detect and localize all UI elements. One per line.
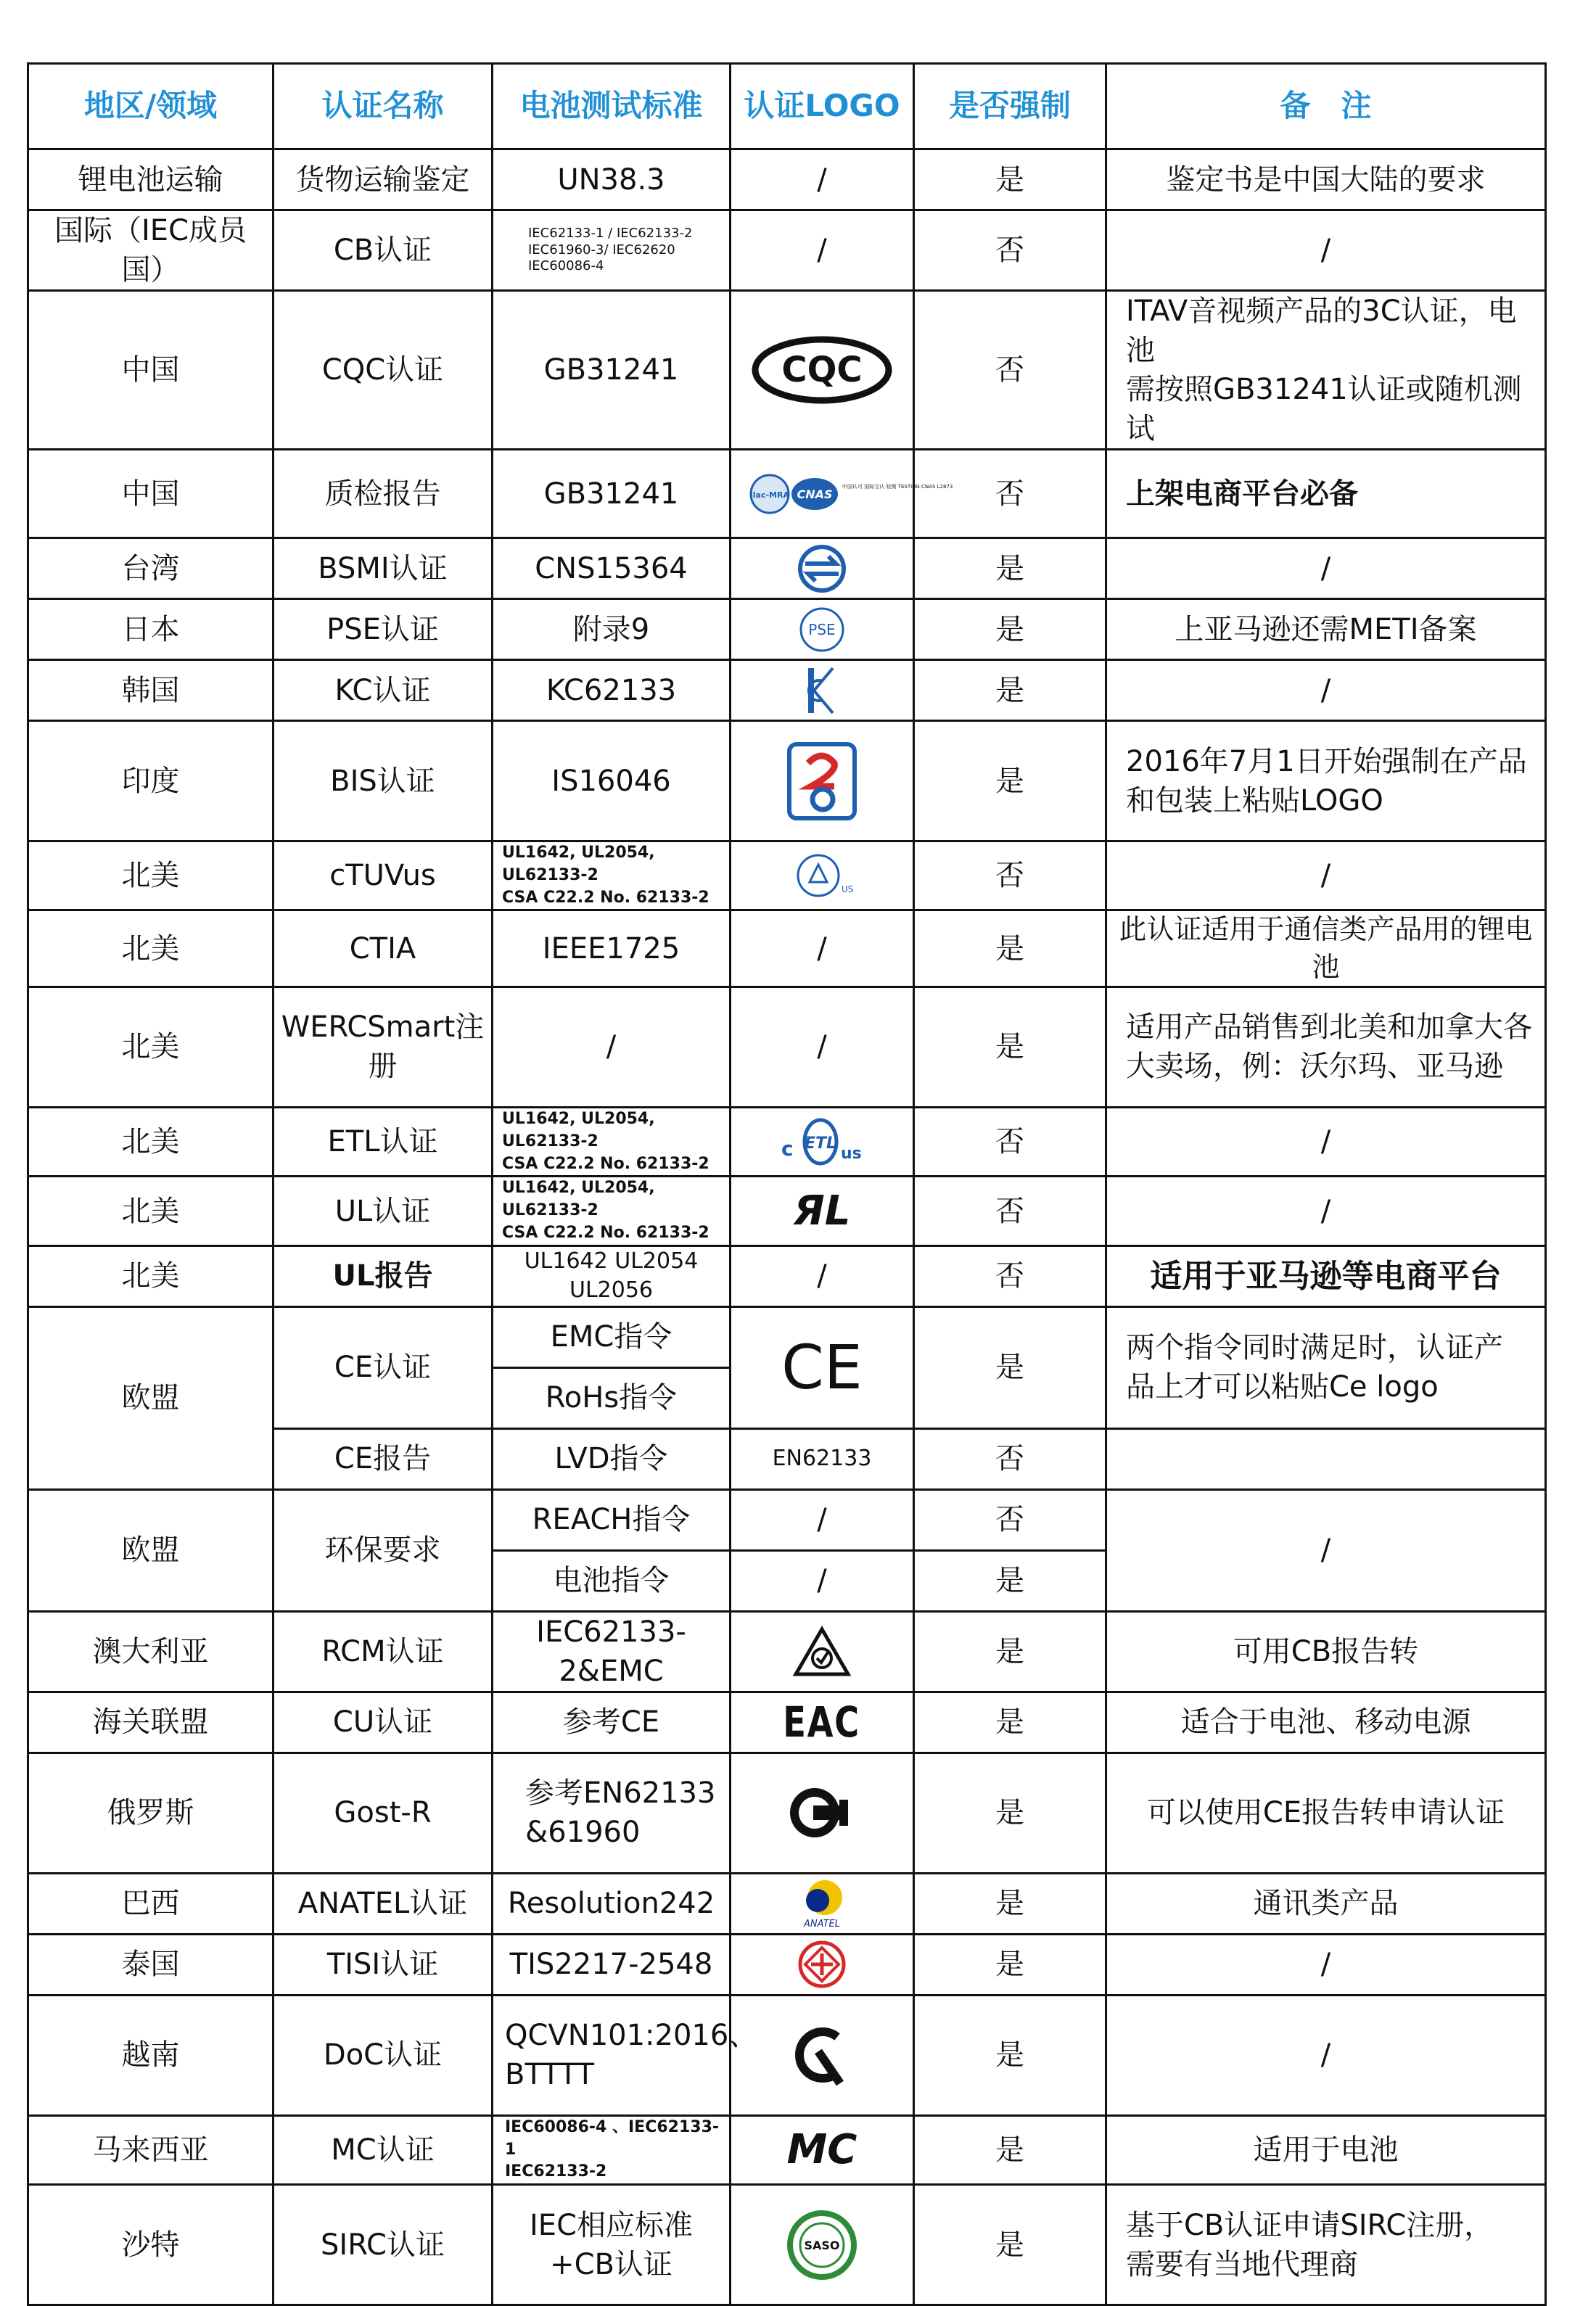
standard-cell: 参考CE	[493, 1692, 731, 1753]
ctuvus-logo-icon	[789, 850, 855, 901]
region-cell: 韩国	[28, 660, 273, 721]
note-cell: 适用于电池	[1106, 2115, 1546, 2184]
table-row	[28, 450, 1546, 538]
mandatory-cell: 是	[914, 599, 1106, 660]
region-cell: 台湾	[28, 538, 273, 599]
cert-name-cell: UL认证	[273, 1177, 493, 1245]
svg-text:SASO: SASO	[804, 2238, 840, 2252]
note-line: 需按照GB31241认证或随机测试	[1126, 373, 1522, 445]
mandatory-cell: 是	[914, 987, 1106, 1107]
cert-name-cell: CTIA	[273, 910, 493, 987]
note-cell: /	[1106, 1489, 1546, 1611]
note-line: 大卖场，例：沃尔玛、亚马逊	[1126, 1050, 1503, 1084]
note-cell	[1106, 1306, 1546, 1428]
cert-name-cell: WERCSmart注册	[273, 987, 493, 1107]
tisi-logo-icon	[797, 1939, 847, 1990]
note-line: 品上才可以粘贴Ce logo	[1126, 1370, 1439, 1404]
certification-table	[27, 62, 1547, 2306]
standard-line: IEC62133-2	[505, 2162, 607, 2181]
logo-cell	[731, 450, 953, 538]
note-cell: 适合于电池、移动电源	[1106, 1692, 1546, 1753]
standard-line: 参考EN62133	[525, 1776, 716, 1811]
note-cell: /	[1106, 1177, 1546, 1245]
standard-line: UL1642, UL2054, UL62133-2	[502, 1109, 655, 1150]
note-line: 和包装上粘贴LOGO	[1126, 783, 1383, 818]
table-row	[28, 210, 1546, 291]
cert-name-cell: MC认证	[273, 2115, 493, 2184]
table-row	[28, 599, 1546, 660]
region-cell: 沙特	[28, 2185, 273, 2305]
mandatory-cell: 否	[914, 1489, 1106, 1550]
cert-name-cell: TISI认证	[273, 1934, 493, 1995]
mandatory-cell: 是	[914, 660, 1106, 721]
region-cell: 泰国	[28, 1934, 273, 1995]
header-cert-name: 认证名称	[273, 64, 493, 149]
cert-name-cell: CQC认证	[273, 291, 493, 450]
standard-cell	[493, 2115, 731, 2184]
standard-cell: /	[493, 987, 731, 1107]
logo-cell	[731, 1107, 914, 1176]
mc-logo-icon: MC	[786, 2126, 857, 2174]
cert-name-cell: 质检报告	[273, 450, 493, 538]
standard-cell: GB31241	[493, 450, 731, 538]
region-cell: 越南	[28, 1995, 273, 2115]
note-cell: /	[1106, 538, 1546, 599]
gost-logo-icon	[786, 1784, 858, 1842]
mandatory-cell: 是	[914, 538, 1106, 599]
table-row	[28, 2185, 1546, 2305]
standard-line: CSA C22.2 No. 62133-2	[502, 1223, 709, 1242]
svg-text:us: us	[841, 1145, 862, 1164]
pse-logo-icon	[798, 606, 846, 654]
logo-cell: /	[731, 987, 914, 1107]
mandatory-cell: 是	[914, 1995, 1106, 2115]
cert-name-cell: ANATEL认证	[273, 1873, 493, 1934]
cert-name-cell: UL报告	[273, 1245, 493, 1306]
logo-cell	[731, 1753, 914, 1873]
mandatory-cell: 否	[914, 1245, 1106, 1306]
table-row	[28, 721, 1546, 841]
note-cell: 可用CB报告转	[1106, 1611, 1546, 1692]
standard-line: CSA C22.2 No. 62133-2	[502, 888, 709, 907]
mandatory-cell: 是	[914, 149, 1106, 210]
standard-cell	[493, 1753, 731, 1873]
standard-cell	[493, 210, 731, 291]
standard-cell: 电池指令	[493, 1550, 731, 1611]
cert-name-cell: CE报告	[273, 1428, 493, 1489]
svg-text:c: c	[781, 1137, 794, 1161]
cr-logo-icon	[789, 2022, 855, 2088]
mandatory-cell: 是	[914, 1550, 1106, 1611]
standard-cell: IEC62133-2&EMC	[493, 1611, 731, 1692]
ce-logo-icon: CE	[781, 1331, 863, 1403]
region-cell: 海关联盟	[28, 1692, 273, 1753]
logo-cell	[731, 1306, 914, 1428]
cert-name-cell: SIRC认证	[273, 2185, 493, 2305]
logo-cell	[731, 1177, 914, 1245]
svg-text:US: US	[842, 884, 854, 895]
standard-line: CSA C22.2 No. 62133-2	[502, 1154, 709, 1173]
region-cell: 北美	[28, 1245, 273, 1306]
region-cell: 俄罗斯	[28, 1753, 273, 1873]
svg-text:中国认可 国际互认 检测 TESTING CNAS L287: 中国认可 国际互认 检测 TESTING CNAS L2873	[842, 483, 953, 490]
table-row	[28, 1692, 1546, 1753]
svg-text:ANATEL: ANATEL	[804, 1919, 840, 1930]
standard-cell	[493, 1177, 731, 1245]
standard-cell: IS16046	[493, 721, 731, 841]
note-line: ITAV音视频产品的3C认证，电池	[1126, 295, 1517, 367]
table-row	[28, 1489, 1546, 1550]
table-row	[28, 291, 1546, 450]
svg-text:ilac-MRA: ilac-MRA	[750, 490, 789, 500]
svg-text:CNAS: CNAS	[797, 487, 833, 501]
logo-cell	[731, 660, 914, 721]
logo-cell: /	[731, 1489, 914, 1550]
note-line: 适用产品销售到北美和加拿大各	[1126, 1010, 1532, 1045]
logo-cell	[731, 538, 914, 599]
mandatory-cell: 是	[914, 1934, 1106, 1995]
note-cell	[1106, 1428, 1546, 1489]
note-cell: /	[1106, 210, 1546, 291]
table-row	[28, 1306, 1546, 1367]
region-cell: 欧盟	[28, 1306, 273, 1489]
mandatory-cell: 否	[914, 291, 1106, 450]
kc-logo-icon	[804, 665, 840, 716]
mandatory-cell: 是	[914, 2185, 1106, 2305]
region-cell: 日本	[28, 599, 273, 660]
standard-line: UL1642, UL2054, UL62133-2	[502, 844, 655, 884]
logo-cell: /	[731, 910, 914, 987]
table-row	[28, 1611, 1546, 1692]
note-cell: 鉴定书是中国大陆的要求	[1106, 149, 1546, 210]
mandatory-cell: 是	[914, 1692, 1106, 1753]
header-cert-logo: 认证LOGO	[731, 64, 914, 149]
cert-name-cell: KC认证	[273, 660, 493, 721]
cert-name-cell: ETL认证	[273, 1107, 493, 1176]
standard-line: IEC61960-3/ IEC62620	[528, 242, 675, 258]
region-cell: 欧盟	[28, 1489, 273, 1611]
cert-name-cell: BIS认证	[273, 721, 493, 841]
standard-line: QCVN101:2016、	[505, 2019, 758, 2053]
ul-logo-icon: ЯL	[793, 1187, 851, 1235]
note-cell: /	[1106, 841, 1546, 910]
cert-name-cell: PSE认证	[273, 599, 493, 660]
standard-cell: 附录9	[493, 599, 731, 660]
note-cell: 上亚马逊还需METI备案	[1106, 599, 1546, 660]
standard-cell: UN38.3	[493, 149, 731, 210]
standard-line: IEC60086-4 、IEC62133-1	[505, 2117, 720, 2159]
standard-cell: REACH指令	[493, 1489, 731, 1550]
standard-cell: KC62133	[493, 660, 731, 721]
note-line: 基于CB认证申请SIRC注册，	[1126, 2208, 1494, 2242]
note-cell: /	[1106, 1934, 1546, 1995]
note-cell	[1106, 2185, 1546, 2305]
logo-cell	[731, 1873, 914, 1934]
mandatory-cell: 是	[914, 1753, 1106, 1873]
cert-name-cell: Gost-R	[273, 1753, 493, 1873]
table-row	[28, 1873, 1546, 1934]
region-cell: 锂电池运输	[28, 149, 273, 210]
note-cell: 可以使用CE报告转申请认证	[1106, 1753, 1546, 1873]
header-notes: 备 注	[1106, 64, 1546, 149]
cert-name-cell: RCM认证	[273, 1611, 493, 1692]
table-row	[28, 1177, 1546, 1245]
header-mandatory: 是否强制	[914, 64, 1106, 149]
ilac-cnas-logo-icon	[749, 472, 953, 516]
logo-cell: /	[731, 149, 914, 210]
logo-cell	[731, 1995, 914, 2115]
logo-cell	[731, 599, 914, 660]
note-cell: /	[1106, 660, 1546, 721]
etl-logo-icon	[778, 1116, 865, 1167]
mandatory-cell: 否	[914, 450, 1106, 538]
mandatory-cell: 是	[914, 1873, 1106, 1934]
table-row	[28, 2115, 1546, 2184]
logo-cell	[731, 841, 914, 910]
logo-cell	[731, 721, 914, 841]
standard-line: BTTTT	[505, 2058, 595, 2092]
logo-cell	[731, 1611, 914, 1692]
cert-name-cell: CE认证	[273, 1306, 493, 1428]
logo-cell	[731, 2115, 914, 2184]
mandatory-cell: 是	[914, 1611, 1106, 1692]
anatel-logo-icon	[794, 1876, 850, 1931]
logo-cell: /	[731, 1245, 914, 1306]
note-cell: 此认证适用于通信类产品用的锂电池	[1106, 910, 1546, 987]
table-row	[28, 660, 1546, 721]
header-region: 地区/领域	[28, 64, 273, 149]
mandatory-cell: 否	[914, 1428, 1106, 1489]
note-line: 两个指令同时满足时，认证产	[1126, 1331, 1503, 1365]
table-row	[28, 1934, 1546, 1995]
standard-line: IEC62133-1 / IEC62133-2	[528, 226, 693, 242]
logo-cell	[731, 291, 914, 450]
region-cell: 北美	[28, 987, 273, 1107]
logo-cell: /	[731, 210, 914, 291]
standard-cell	[493, 1995, 758, 2115]
cert-name-cell: BSMI认证	[273, 538, 493, 599]
note-cell: 通讯类产品	[1106, 1873, 1546, 1934]
region-cell: 北美	[28, 841, 273, 910]
region-cell: 北美	[28, 1177, 273, 1245]
table-row	[28, 538, 1546, 599]
note-line: 2016年7月1日开始强制在产品	[1126, 744, 1527, 778]
cert-name-cell: cTUVus	[273, 841, 493, 910]
note-cell: 适用于亚马逊等电商平台	[1106, 1245, 1546, 1306]
eac-logo-icon: EAC	[783, 1697, 861, 1747]
standard-cell: RoHs指令	[493, 1367, 731, 1428]
standard-cell: IEEE1725	[493, 910, 731, 987]
logo-cell: EN62133	[731, 1428, 914, 1489]
standard-line: IEC60086-4	[528, 258, 604, 274]
standard-line: +CB认证	[550, 2247, 672, 2281]
standard-line: UL1642, UL2054, UL62133-2	[502, 1179, 655, 1220]
table-row	[28, 910, 1546, 987]
bsmi-logo-icon	[797, 543, 847, 594]
region-cell: 北美	[28, 1107, 273, 1176]
table-row	[28, 1107, 1546, 1176]
note-cell	[1106, 291, 1546, 450]
mandatory-cell: 是	[914, 910, 1106, 987]
region-cell: 国际（IEC成员国）	[28, 210, 273, 291]
table-row	[28, 1995, 1546, 2115]
region-cell: 巴西	[28, 1873, 273, 1934]
standard-cell: UL1642 UL2054 UL2056	[493, 1245, 731, 1306]
note-line: 需要有当地代理商	[1126, 2247, 1358, 2281]
standard-cell: EMC指令	[493, 1306, 731, 1367]
logo-cell: /	[731, 1550, 914, 1611]
svg-text:PSE: PSE	[808, 620, 836, 638]
region-cell: 印度	[28, 721, 273, 841]
region-cell: 中国	[28, 450, 273, 538]
cert-name-cell: CU认证	[273, 1692, 493, 1753]
mandatory-cell: 否	[914, 1107, 1106, 1176]
standard-cell: TIS2217-2548	[493, 1934, 731, 1995]
header-battery-standard: 电池测试标准	[493, 64, 731, 149]
standard-cell: Resolution242	[493, 1873, 731, 1934]
table-row	[28, 1753, 1546, 1873]
logo-cell	[731, 1934, 914, 1995]
cert-name-cell: 环保要求	[273, 1489, 493, 1611]
table-row	[28, 987, 1546, 1107]
note-cell: /	[1106, 1995, 1546, 2115]
logo-cell	[731, 1692, 914, 1753]
standard-cell: CNS15364	[493, 538, 731, 599]
svg-text:ETL: ETL	[804, 1135, 837, 1153]
rcm-logo-icon	[793, 1626, 851, 1677]
standard-cell	[493, 841, 731, 910]
table-row	[28, 149, 1546, 210]
note-cell	[1106, 987, 1546, 1107]
mandatory-cell: 否	[914, 210, 1106, 291]
mandatory-cell: 是	[914, 2115, 1106, 2184]
cert-name-cell: DoC认证	[273, 1995, 493, 2115]
standard-cell: LVD指令	[493, 1428, 731, 1489]
standard-cell	[493, 2185, 731, 2305]
note-cell: /	[1106, 1107, 1546, 1176]
region-cell: 中国	[28, 291, 273, 450]
bis-logo-icon	[786, 741, 857, 821]
cert-name-cell: 货物运输鉴定	[273, 149, 493, 210]
mandatory-cell: 否	[914, 841, 1106, 910]
note-cell: 上架电商平台必备	[1106, 450, 1546, 538]
cqc-logo-text: CQC	[781, 350, 863, 390]
region-cell: 马来西亚	[28, 2115, 273, 2184]
region-cell: 澳大利亚	[28, 1611, 273, 1692]
logo-cell	[731, 2185, 914, 2305]
cert-name-cell: CB认证	[273, 210, 493, 291]
note-cell	[1106, 721, 1546, 841]
mandatory-cell: 是	[914, 1306, 1106, 1428]
table-row	[28, 841, 1546, 910]
standard-line: &61960	[525, 1816, 641, 1850]
region-cell: 北美	[28, 910, 273, 987]
standard-line: IEC相应标准	[530, 2208, 693, 2242]
header-row	[28, 64, 1546, 149]
standard-cell	[493, 1107, 731, 1176]
mandatory-cell: 否	[914, 1177, 1106, 1245]
cqc-logo-icon	[749, 334, 894, 406]
standard-cell: GB31241	[493, 291, 731, 450]
saso-logo-icon	[786, 2209, 858, 2281]
table-row	[28, 1245, 1546, 1306]
mandatory-cell: 是	[914, 721, 1106, 841]
